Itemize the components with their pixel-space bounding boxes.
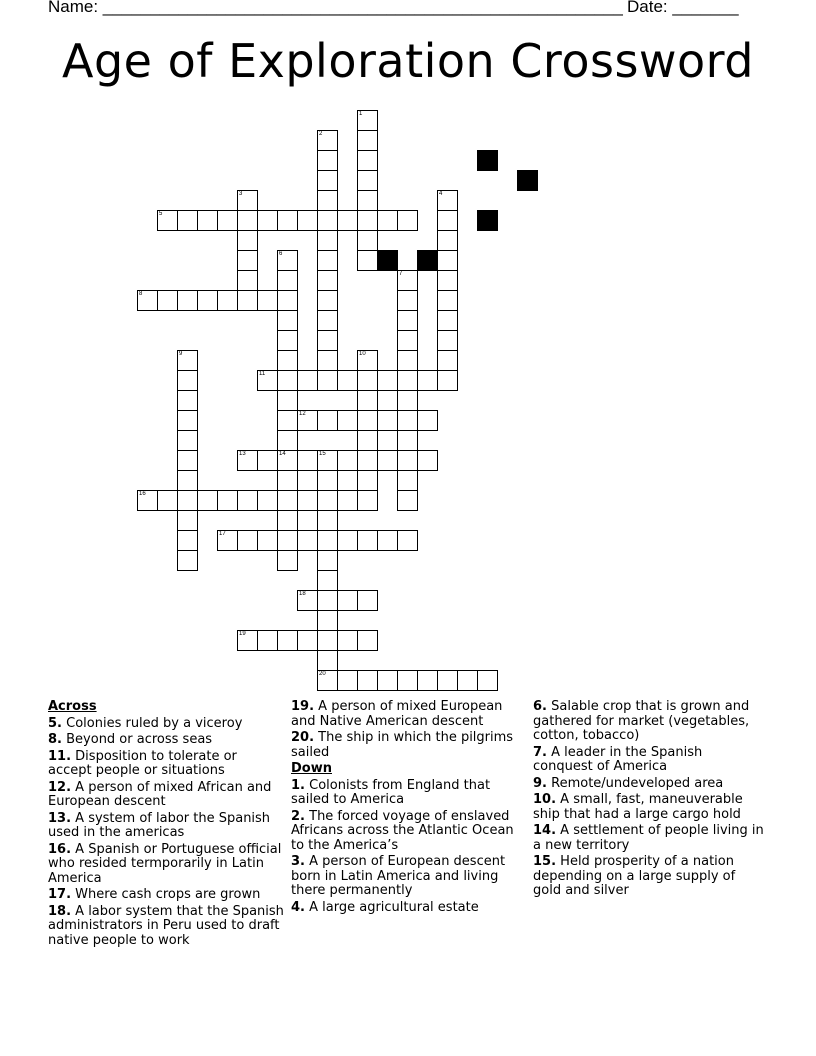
crossword-cell[interactable] (297, 590, 318, 611)
black-square (377, 250, 398, 271)
crossword-cell[interactable] (277, 330, 298, 351)
clue-across-5: 5. Colonies ruled by a viceroy (48, 715, 243, 731)
crossword-cell[interactable] (437, 210, 458, 231)
crossword-cell[interactable] (357, 670, 378, 691)
black-square (477, 210, 498, 231)
clue-across-11: 11. Disposition to tolerate or accept people or situations (48, 748, 237, 778)
crossword-cell[interactable] (257, 210, 278, 231)
clue-across-18: 18. A labor system that the Spanish administrators in Peru used to draft native people to work (48, 903, 284, 948)
crossword-cell[interactable] (357, 130, 378, 151)
clue-down-4: 4. A large agricultural estate (291, 899, 479, 915)
crossword-cell[interactable] (397, 430, 418, 451)
crossword-cell[interactable] (337, 370, 358, 391)
crossword-cell[interactable] (397, 350, 418, 371)
crossword-cell[interactable] (157, 490, 178, 511)
clue-across-12: 12. A person of mixed African and European descent (48, 779, 272, 809)
clue-across-19: 19. A person of mixed European and Native American descent (291, 699, 503, 729)
crossword-cell[interactable] (437, 330, 458, 351)
clue-across-16: 16. A Spanish or Portuguese official who resided termporarily in Latin America (48, 841, 282, 886)
crossword-cell[interactable] (277, 250, 298, 271)
crossword-cell[interactable] (357, 150, 378, 171)
crossword-cell[interactable] (337, 490, 358, 511)
crossword-cell[interactable] (437, 310, 458, 331)
crossword-cell[interactable] (317, 250, 338, 271)
crossword-cell[interactable] (397, 470, 418, 491)
crossword-cell[interactable] (257, 290, 278, 311)
crossword-cell[interactable] (357, 370, 378, 391)
clue-down-7: 7. A leader in the Spanish conquest of America (533, 744, 703, 774)
crossword-cell[interactable] (357, 630, 378, 651)
crossword-cell[interactable] (317, 410, 338, 431)
crossword-cell[interactable] (277, 390, 298, 411)
clue-column-2 (291, 700, 527, 917)
crossword-cell[interactable] (237, 190, 258, 211)
crossword-cell[interactable] (177, 350, 198, 371)
crossword-cell[interactable] (317, 510, 338, 531)
crossword-cell[interactable] (397, 530, 418, 551)
crossword-cell[interactable] (297, 450, 318, 471)
crossword-cell[interactable] (277, 510, 298, 531)
clue-column-3 (533, 700, 765, 901)
crossword-cell[interactable] (397, 390, 418, 411)
crossword-cell[interactable] (317, 470, 338, 491)
crossword-cell[interactable] (337, 410, 358, 431)
crossword-cell[interactable] (357, 190, 378, 211)
crossword-cell[interactable] (277, 630, 298, 651)
black-square (417, 250, 438, 271)
crossword-cell[interactable] (357, 110, 378, 131)
clue-number: 14 (279, 451, 286, 457)
crossword-cell[interactable] (277, 490, 298, 511)
crossword-cell[interactable] (317, 550, 338, 571)
clue-column-1 (48, 700, 284, 950)
crossword-cell[interactable] (177, 530, 198, 551)
crossword-cell[interactable] (477, 670, 498, 691)
crossword-cell[interactable] (257, 630, 278, 651)
crossword-cell[interactable] (377, 670, 398, 691)
crossword-cell[interactable] (177, 410, 198, 431)
crossword-cell[interactable] (397, 330, 418, 351)
clue-number: 12 (299, 411, 306, 417)
crossword-cell[interactable] (437, 230, 458, 251)
crossword-cell[interactable] (357, 450, 378, 471)
crossword-cell[interactable] (317, 310, 338, 331)
crossword-cell[interactable] (357, 470, 378, 491)
crossword-cell[interactable] (377, 530, 398, 551)
crossword-cell[interactable] (337, 670, 358, 691)
clue-number: 15 (319, 451, 326, 457)
crossword-cell[interactable] (437, 350, 458, 371)
crossword-cell[interactable] (417, 670, 438, 691)
crossword-cell[interactable] (257, 450, 278, 471)
clue-down-2: 2. The forced voyage of enslaved Africans across the Atlantic Ocean to the America’s (291, 808, 514, 853)
clue-across-20: 20. The ship in which the pilgrims sailed (291, 730, 514, 760)
crossword-cell[interactable] (217, 290, 238, 311)
across-heading: Across (48, 699, 97, 714)
crossword-cell[interactable] (317, 570, 338, 591)
crossword-cell[interactable] (437, 370, 458, 391)
clue-down-14: 14. A settlement of people living in a new territory (533, 823, 764, 853)
crossword-cell[interactable] (317, 650, 338, 671)
crossword-cell[interactable] (357, 490, 378, 511)
crossword-cell[interactable] (357, 210, 378, 231)
clue-number: 1 (359, 111, 363, 117)
crossword-cell[interactable] (317, 330, 338, 351)
crossword-cell[interactable] (237, 210, 258, 231)
crossword-cell[interactable] (337, 630, 358, 651)
crossword-cell[interactable] (157, 290, 178, 311)
crossword-cell[interactable] (237, 450, 258, 471)
clue-down-6: 6. Salable crop that is grown and gathered for market (vegetables, cotton, tobacco) (533, 699, 750, 743)
crossword-cell[interactable] (317, 150, 338, 171)
crossword-cell[interactable] (177, 550, 198, 571)
crossword-cell[interactable] (197, 490, 218, 511)
crossword-cell[interactable] (357, 250, 378, 271)
crossword-cell[interactable] (317, 590, 338, 611)
crossword-cell[interactable] (237, 270, 258, 291)
crossword-cell[interactable] (317, 450, 338, 471)
name-date-line (48, 0, 788, 19)
crossword-cell[interactable] (177, 370, 198, 391)
crossword-cell[interactable] (397, 410, 418, 431)
crossword-cell[interactable] (377, 450, 398, 471)
crossword-cell[interactable] (277, 430, 298, 451)
crossword-cell[interactable] (437, 670, 458, 691)
crossword-cell[interactable] (277, 310, 298, 331)
crossword-cell[interactable] (297, 210, 318, 231)
crossword-cell[interactable] (397, 290, 418, 311)
crossword-cell[interactable] (137, 490, 158, 511)
crossword-cell[interactable] (277, 370, 298, 391)
crossword-cell[interactable] (397, 370, 418, 391)
name-field[interactable]: Name: _______________________________________________________ (48, 0, 623, 16)
clue-number: 9 (179, 351, 183, 357)
clue-number: 2 (319, 131, 323, 137)
crossword-cell[interactable] (177, 390, 198, 411)
crossword-cell[interactable] (297, 410, 318, 431)
crossword-cell[interactable] (317, 530, 338, 551)
crossword-cell[interactable] (177, 290, 198, 311)
crossword-cell[interactable] (397, 210, 418, 231)
clue-number: 17 (219, 531, 226, 537)
crossword-cell[interactable] (277, 530, 298, 551)
clue-number: 13 (239, 451, 246, 457)
crossword-cell[interactable] (297, 370, 318, 391)
crossword-cell[interactable] (437, 190, 458, 211)
down-heading: Down (291, 761, 332, 776)
crossword-cell[interactable] (177, 430, 198, 451)
crossword-cell[interactable] (177, 210, 198, 231)
crossword-cell[interactable] (397, 450, 418, 471)
clue-number: 7 (399, 271, 403, 277)
crossword-cell[interactable] (357, 350, 378, 371)
crossword-cell[interactable] (337, 450, 358, 471)
clue-down-1: 1. Colonists from England that sailed to America (291, 777, 491, 807)
crossword-cell[interactable] (317, 350, 338, 371)
crossword-cell[interactable] (337, 210, 358, 231)
crossword-cell[interactable] (237, 250, 258, 271)
clue-number: 4 (439, 191, 443, 197)
crossword-cell[interactable] (317, 270, 338, 291)
crossword-cell[interactable] (277, 450, 298, 471)
crossword-cell[interactable] (237, 630, 258, 651)
crossword-cell[interactable] (357, 430, 378, 451)
crossword-cell[interactable] (317, 370, 338, 391)
clue-number: 19 (239, 631, 246, 637)
crossword-cell[interactable] (217, 210, 238, 231)
crossword-cell[interactable] (317, 670, 338, 691)
crossword-cell[interactable] (177, 450, 198, 471)
crossword-cell[interactable] (317, 170, 338, 191)
clue-across-8: 8. Beyond or across seas (48, 732, 213, 747)
black-square (477, 150, 498, 171)
crossword-cell[interactable] (317, 130, 338, 151)
crossword-cell[interactable] (337, 590, 358, 611)
crossword-cell[interactable] (277, 470, 298, 491)
clue-down-3: 3. A person of European descent born in Latin America and living there permanently (291, 854, 506, 898)
clue-number: 6 (279, 251, 283, 257)
clue-number: 3 (239, 191, 243, 197)
crossword-cell[interactable] (177, 470, 198, 491)
crossword-cell[interactable] (317, 610, 338, 631)
crossword-cell[interactable] (177, 490, 198, 511)
crossword-cell[interactable] (357, 390, 378, 411)
crossword-cell[interactable] (317, 230, 338, 251)
crossword-cell[interactable] (377, 370, 398, 391)
clue-number: 10 (359, 351, 366, 357)
crossword-cell[interactable] (417, 370, 438, 391)
black-square (517, 170, 538, 191)
crossword-cell[interactable] (397, 310, 418, 331)
crossword-cell[interactable] (257, 490, 278, 511)
clue-number: 16 (139, 491, 146, 497)
crossword-cell[interactable] (297, 530, 318, 551)
crossword-cell[interactable] (277, 210, 298, 231)
crossword-cell[interactable] (417, 410, 438, 431)
crossword-cell[interactable] (337, 530, 358, 551)
crossword-cell[interactable] (437, 270, 458, 291)
crossword-cell[interactable] (457, 670, 478, 691)
crossword-cell[interactable] (357, 170, 378, 191)
clue-across-13: 13. A system of labor the Spanish used in the americas (48, 810, 271, 840)
crossword-cell[interactable] (217, 530, 238, 551)
page-title: Age of Exploration Crossword (62, 34, 754, 88)
crossword-cell[interactable] (417, 450, 438, 471)
crossword-cell[interactable] (237, 290, 258, 311)
crossword-cell[interactable] (397, 670, 418, 691)
clue-across-17: 17. Where cash crops are grown (48, 887, 261, 902)
crossword-cell[interactable] (317, 290, 338, 311)
crossword-cell[interactable] (317, 630, 338, 651)
crossword-cell[interactable] (397, 490, 418, 511)
crossword-cell[interactable] (277, 270, 298, 291)
clue-number: 18 (299, 591, 306, 597)
crossword-cell[interactable] (257, 370, 278, 391)
crossword-cell[interactable] (357, 230, 378, 251)
crossword-cell[interactable] (397, 270, 418, 291)
crossword-cell[interactable] (137, 290, 158, 311)
crossword-cell[interactable] (277, 290, 298, 311)
crossword-cell[interactable] (237, 530, 258, 551)
crossword-cell[interactable] (377, 410, 398, 431)
crossword-cell[interactable] (437, 290, 458, 311)
crossword-cell[interactable] (277, 410, 298, 431)
crossword-cell[interactable] (177, 510, 198, 531)
crossword-cell[interactable] (157, 210, 178, 231)
crossword-cell[interactable] (217, 490, 238, 511)
crossword-cell[interactable] (277, 350, 298, 371)
crossword-cell[interactable] (297, 630, 318, 651)
crossword-cell[interactable] (277, 550, 298, 571)
crossword-cell[interactable] (237, 490, 258, 511)
clue-down-10: 10. A small, fast, maneuverable ship that had a large cargo hold (533, 792, 743, 822)
clue-number: 5 (159, 211, 163, 217)
clue-down-9: 9. Remote/undeveloped area (533, 775, 724, 791)
crossword-cell[interactable] (297, 490, 318, 511)
date-field[interactable]: Date: _______ (627, 0, 739, 16)
crossword-cell[interactable] (317, 190, 338, 211)
crossword-cell[interactable] (357, 590, 378, 611)
crossword-cell[interactable] (357, 410, 378, 431)
crossword-cell[interactable] (317, 490, 338, 511)
crossword-cell[interactable] (237, 230, 258, 251)
clue-down-15: 15. Held prosperity of a nation depending on a large supply of gold and silver (533, 854, 736, 898)
crossword-cell[interactable] (197, 290, 218, 311)
clue-number: 20 (319, 671, 326, 677)
crossword-cell[interactable] (437, 250, 458, 271)
clue-number: 11 (259, 371, 266, 377)
clue-number: 8 (139, 291, 143, 297)
crossword-cell[interactable] (357, 530, 378, 551)
crossword-cell[interactable] (257, 530, 278, 551)
crossword-cell[interactable] (317, 210, 338, 231)
crossword-cell[interactable] (377, 210, 398, 231)
crossword-cell[interactable] (197, 210, 218, 231)
